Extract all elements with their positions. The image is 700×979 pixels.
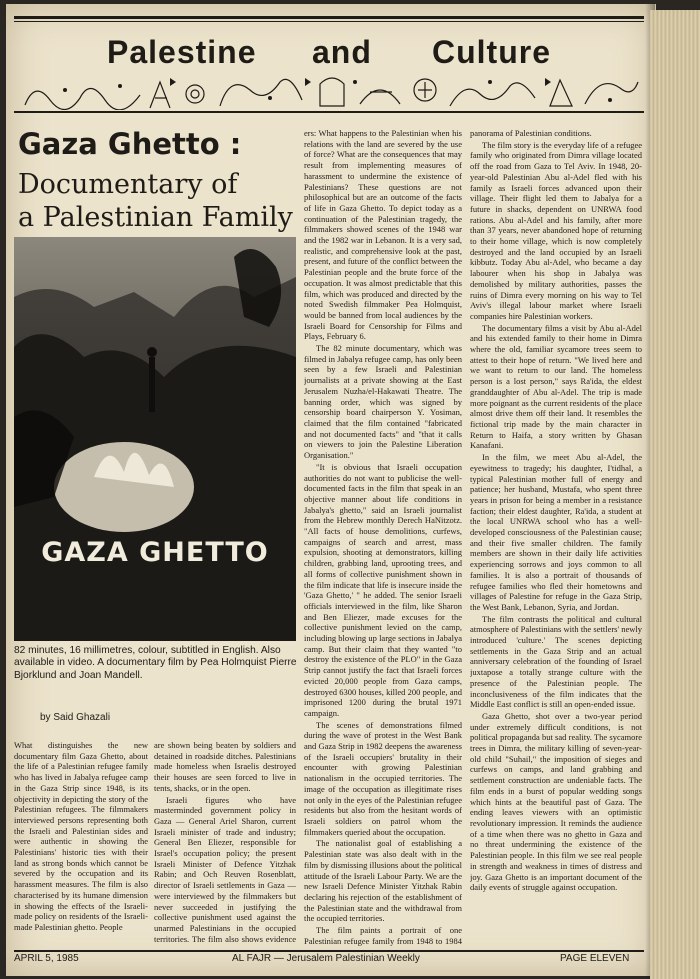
col4-paragraph-1: panorama of Palestinian conditions. (470, 128, 592, 138)
subheadline-line-2: a Palestinian Family (18, 202, 293, 233)
fire-glow (54, 442, 194, 532)
article-headline: Gaza Ghetto : (18, 127, 242, 161)
article-column-2 (154, 740, 296, 945)
col1-paragraph-1: What distinguishes the new documentary film Gaza Ghetto, about the life of a Palestinian refugee family who has lived in Jabalya refugee camp in the Gaza Strip since 1948, is its objectivity in depicting the story of the Palestinian refugees. The filmmakers interviewed persons representing both the Israeli and Palestinian sides and were authentic in showing the Palestinians' historic ties with their land as strong bonds which cannot be severed by the occupation and its harassment measures. The film is also characterised by its humane dimension in showing the effects of the Israeli-made policy on residents of the Israeli-made Palestinian ghetto. People (14, 740, 148, 932)
top-rule (14, 16, 644, 19)
article-column-4 (470, 128, 642, 948)
col3-paragraph-1: ers: What happens to the Palestinian when his relations with the land are severed by the use of force? What are the consequences that may result from implementing measures of harassment to undermine the existence of Palestinians? These questions are not philosophical but are an outcome of the facts of life in Gaza Ghetto. To depict today as a continuation of the Palestinian tragedy, the filmmakers showed scenes of the 1948 war and the 1982 war in Lebanon. It is a very sad, realistic, and comprehensive look at the past, present, and future of the conflict between the Palestinian people and the brute force of the occupation. It was almost predictable that this film, which was produced and directed by the noted Swedish filmmaker Pea Holmquist, would be banned from local audiences by the Israeli Board for Censorship for Films and Plays, February 6. (304, 128, 462, 342)
banner-word-palestine: Palestine (107, 34, 257, 70)
film-still-photo (14, 237, 296, 641)
footer-date: APRIL 5, 1985 (14, 953, 79, 964)
byline: by Said Ghazali (40, 712, 111, 723)
banner-bottom-rule (14, 111, 644, 113)
subheadline-line-1: Documentary of (18, 169, 238, 200)
col3-paragraph-4: The scenes of demonstrations filmed during the wave of protest in the West Bank and Gaza Strip in 1982 deepens the awareness of the Israeli occupiers' brutality in their encounter with growing Palestinian nationalism in the occupied territories. The image of the occupation as illegitimate rises not only in the eyes of the Palestinian refugee residents but also from the hesitant words of Israeli soldiers on patrol whom the filmmakers queried about the occupation. (304, 719, 462, 837)
col2-paragraph-1: are shown being beaten by soldiers and detained in roadside ditches. Palestinians made homeless when Israelis destroyed their houses are seen forced to live in tents, shacks, or in the open. (154, 740, 296, 793)
article-column-3 (304, 128, 462, 948)
banner-word-culture: Culture (432, 34, 551, 70)
banner-word-and: and (312, 34, 372, 70)
col4-paragraph-5: The film contrasts the political and cultural atmosphere of Palestinians with the settlers' newly introduced 'culture.' The scenes depicting settlements in the Gaza Strip and an actual anniversary celebration of the founding of Israel juxtapose a totally strange culture with the presence of the Palestinian people. The inconclusiveness of the film indicates that the Middle East conflict is still an open-ended issue. (470, 613, 642, 710)
banner-illustration (20, 70, 640, 110)
photo-caption: 82 minutes, 16 millimetres, colour, subtitled in English. Also available in video. A documentary film by Pea Holmquist Pierre Bjorklund and Joan Mandell. (14, 645, 297, 681)
col4-paragraph-3: The documentary films a visit by Abu al-Adel and his extended family to their home in Dimra where the old, familiar sycamore trees seem to attest to their hope of return. "We lived here and we want to return to our land. The homeless person is a lost person," says Ra'ida, the eldest granddaughter of Abu al-Adel. The trip is made more poignant as the current residents of the place almost drive them off their land. It resembles the fictional trip made by the main character in Return to Haifa, a story written by Ghasan Kanafani. (470, 322, 642, 451)
footer-publication: AL FAJR — Jerusalem Palestinian Weekly (232, 953, 420, 964)
col3-paragraph-3: "It is obvious that Israeli occupation authorities do not want to publicise the well-documented facts in the film that speak in an objective manner about life conditions in Jabalya's ghetto," said an Israeli journalist from the Hebrew monthly Derech HaNitzotz. "All facts of house demolitions, curfews, campaigns of search and arrest, mass expulsion, shooting at demonstrators, killing children, grabbing land, uprooting trees, and all forms of collective punishment shown in the film indicate that life is insecure inside the 'Gaza Ghetto,' " he added. The senior Israeli officials interviewed in the film, like Sharon and Ben Eliezer, made excuses for the collective punishment levied on the camp, including blowing up large sections in Jabalya camp. But their claim that they wanted "to destroy the existence of the PLO" in the Gaza Strip cannot justify the fact that Israeli forces evicted 20,000 people from Gaza camps, destroyed 6300 houses, killed 200 people, and imprisoned 1200 during the brutal 1971 campaign. (304, 461, 462, 718)
col4-paragraph-4: In the film, we meet Abu al-Adel, the eyewitness to tragedy; his daughter, I'tidhal, a typical Palestinian mother full of energy and patience; her husband, Mustafa, who spent three years in prison for being a member in a resistance faction; their eldest daughter, Ra'ida, a student at the local UNRWA school who has a well-developed consciousness of the Palestinian cause; and their five smaller children. The family members are shown in their daily life activities experiencing sorrows and joys common to all families. It is also a portrait of thousands of refugee families who fled their hometowns and villages of Palestine for refuge in the Gaza Strip, the West Bank, Lebanon, Syria, and Jordan. (470, 452, 642, 612)
col3-paragraph-6: The film paints a portrait of one Palestinian refugee family from 1948 to 1984 (304, 925, 462, 946)
article-column-1 (14, 740, 148, 945)
col3-paragraph-5: The nationalist goal of establishing a Palestinian state was also dealt with in the film by dismissing illusions about the political attitude of the Israeli Labour Party. We are the new Israeli Defence Minister Yitzhak Rabin declaring his rejection of the establishment of the Palestinian state and the withdrawal from the occupied territories. (304, 838, 462, 924)
col3-paragraph-2: The 82 minute documentary, which was filmed in Jabalya refugee camp, has only been seen by a few Israeli and Palestinian journalists at a private showing at the East Jerusalem Nuzha/el-Hakawati Theatre. The banning order, which was signed by censorship board chairperson Y. Yosiman, claimed that the film contained "fabricated and not documented facts" and "that it calls on viewers to join the Palestine Liberation Organisation." (304, 343, 462, 461)
col2-paragraph-2: Israeli figures who have masterminded government policy in Gaza — General Ariel Sharon, current Israeli minister of trade and industry; General Ben Eliezer, responsible for Israel's occupation policy; the present Israeli Minister of Defence Yitzhak Rabin; and Och Reuven Rosenblatt, director of Israeli settlements in Gaza — were interviewed by the filmmakers but never succeeded in justifying the collective punishment used against the unarmed Palestinians in the occupied territories. The film also shows evidence (154, 794, 296, 944)
col4-paragraph-6: Gaza Ghetto, shot over a two-year period under extremely difficult conditions, is not political propaganda but sad reality. The sycamore trees in Dimra, the military killing of seven-year-old child "Suhail," the imposition of sieges and curfews on camps, and land grabbing and settlement construction are undeniable facts. The film ends in a burst of popular wedding songs which hints at the beautiful past of Gaza. The ending leaves viewers with an optimistic revolutionary impression. It reminds the audience of a time when there was no ghetto in Gaza and no threat undermining the existence of the Palestinian people. In this film we see real people in strength and weakness in times of distress and joy. Gaza Ghetto is an important document of the daily events of struggle against occupation. (470, 710, 642, 893)
standing-figure (149, 357, 155, 412)
footer-rule (14, 950, 644, 952)
photo-scene (14, 237, 296, 641)
section-banner (14, 34, 644, 72)
footer-page-number: PAGE ELEVEN (560, 953, 630, 964)
top-rule-thin (14, 21, 644, 22)
article-subheadline (18, 168, 303, 234)
col4-paragraph-2: The film story is the everyday life of a refugee family who originated from Dimra village located off the road from Gaza to Tel Aviv. In 1948, 20-year-old Palestinian Abu al-Adel fled with his family as Israeli forces advanced upon their village. Their flight led them to Jabalya for a future in shacks, dependent on UNRWA food rations. Abu al-Adel and his family, after more than 37 years, never abandoned hope of returning to their home village, which is now completely destroyed and the land occupied by an Israeli kibbutz. Today Abu al-Adel, who became a day labourer when his shop in Jabalya was demolished by military authorities, passes the ruins of Dimra every morning on his way to Tel Aviv's illegal labour market where Israeli companies hire Palestinian workers. (470, 139, 642, 321)
photo-title-overlay: GAZA GHETTO (41, 537, 269, 568)
book-binding-edge (650, 10, 700, 979)
